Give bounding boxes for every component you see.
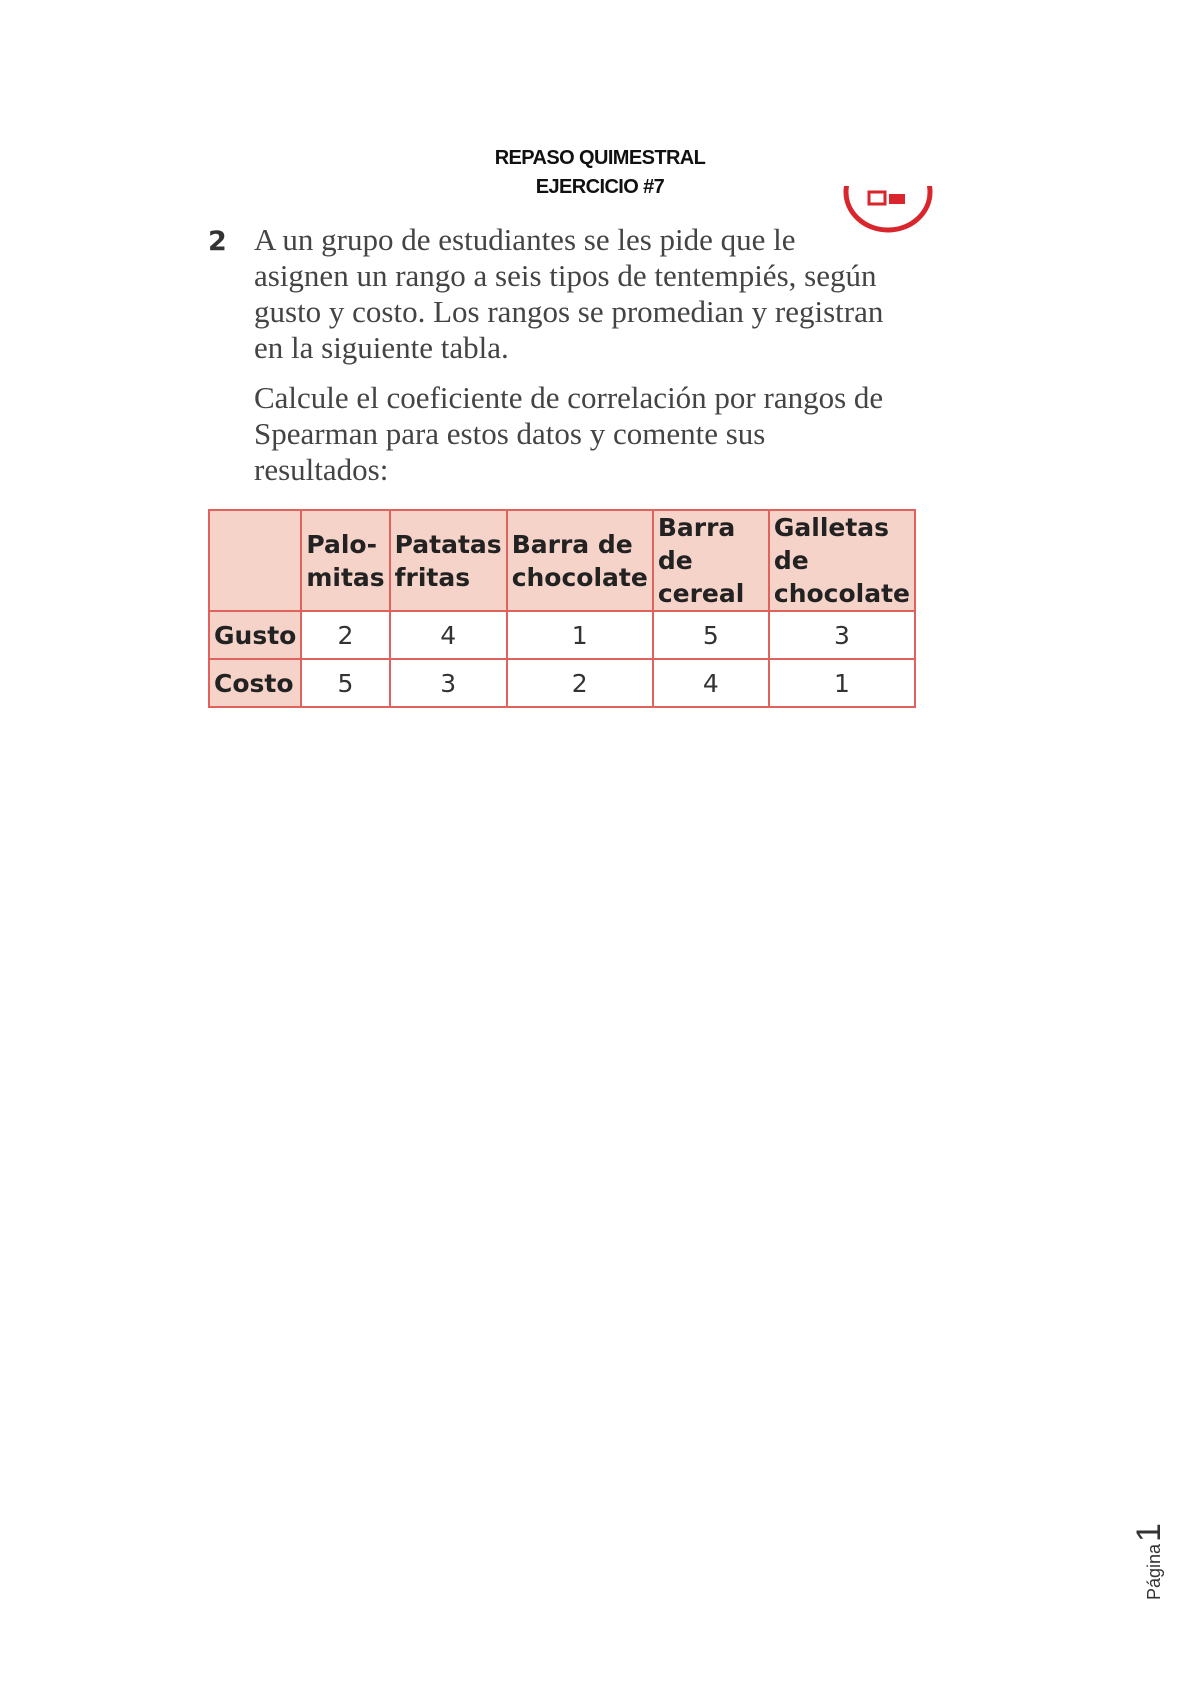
table-corner-cell [209,510,301,611]
data-table [208,509,916,708]
column-header: Galletas de chocolate [769,510,915,611]
column-header: Barra de chocolate [507,510,653,611]
column-header: Palo-mitas [301,510,389,611]
column-header: Patatas fritas [390,510,507,611]
table-cell: 5 [653,611,769,659]
table-cell: 2 [301,611,389,659]
table-cell: 3 [390,659,507,707]
page-number: 1 [1130,1523,1168,1542]
exercise-text [254,222,894,488]
exercise-paragraph-2: Calcule el coeficiente de correlación por rangos de Spearman para estos datos y comente sus resultados: [254,380,884,487]
row-label: Costo [209,659,301,707]
table-cell: 4 [390,611,507,659]
page-word: Página [1144,1543,1164,1600]
document-header [0,144,1200,202]
table-cell: 4 [653,659,769,707]
table-header-row [209,510,915,611]
document-subtitle: EJERCICIO #7 [535,176,665,198]
document-title: REPASO QUIMESTRAL [494,147,706,169]
table-cell: 1 [769,659,915,707]
row-label: Gusto [209,611,301,659]
table-cell: 1 [507,611,653,659]
exercise-paragraph-1: A un grupo de estudiantes se les pide que le asignen un rango a seis tipos de tentempiés, según gusto y costo. Los rangos se promedian y registran en la siguiente tabla. [254,222,884,365]
page-number-label [1130,1523,1169,1600]
table-cell: 3 [769,611,915,659]
exercise-number: 2 [208,226,227,257]
red-activity-badge-icon [842,186,934,246]
table-row [209,611,915,659]
column-header: Barra de cereal [653,510,769,611]
table-cell: 2 [507,659,653,707]
table-row [209,659,915,707]
page-footer [1130,1500,1170,1600]
table-cell: 5 [301,659,389,707]
